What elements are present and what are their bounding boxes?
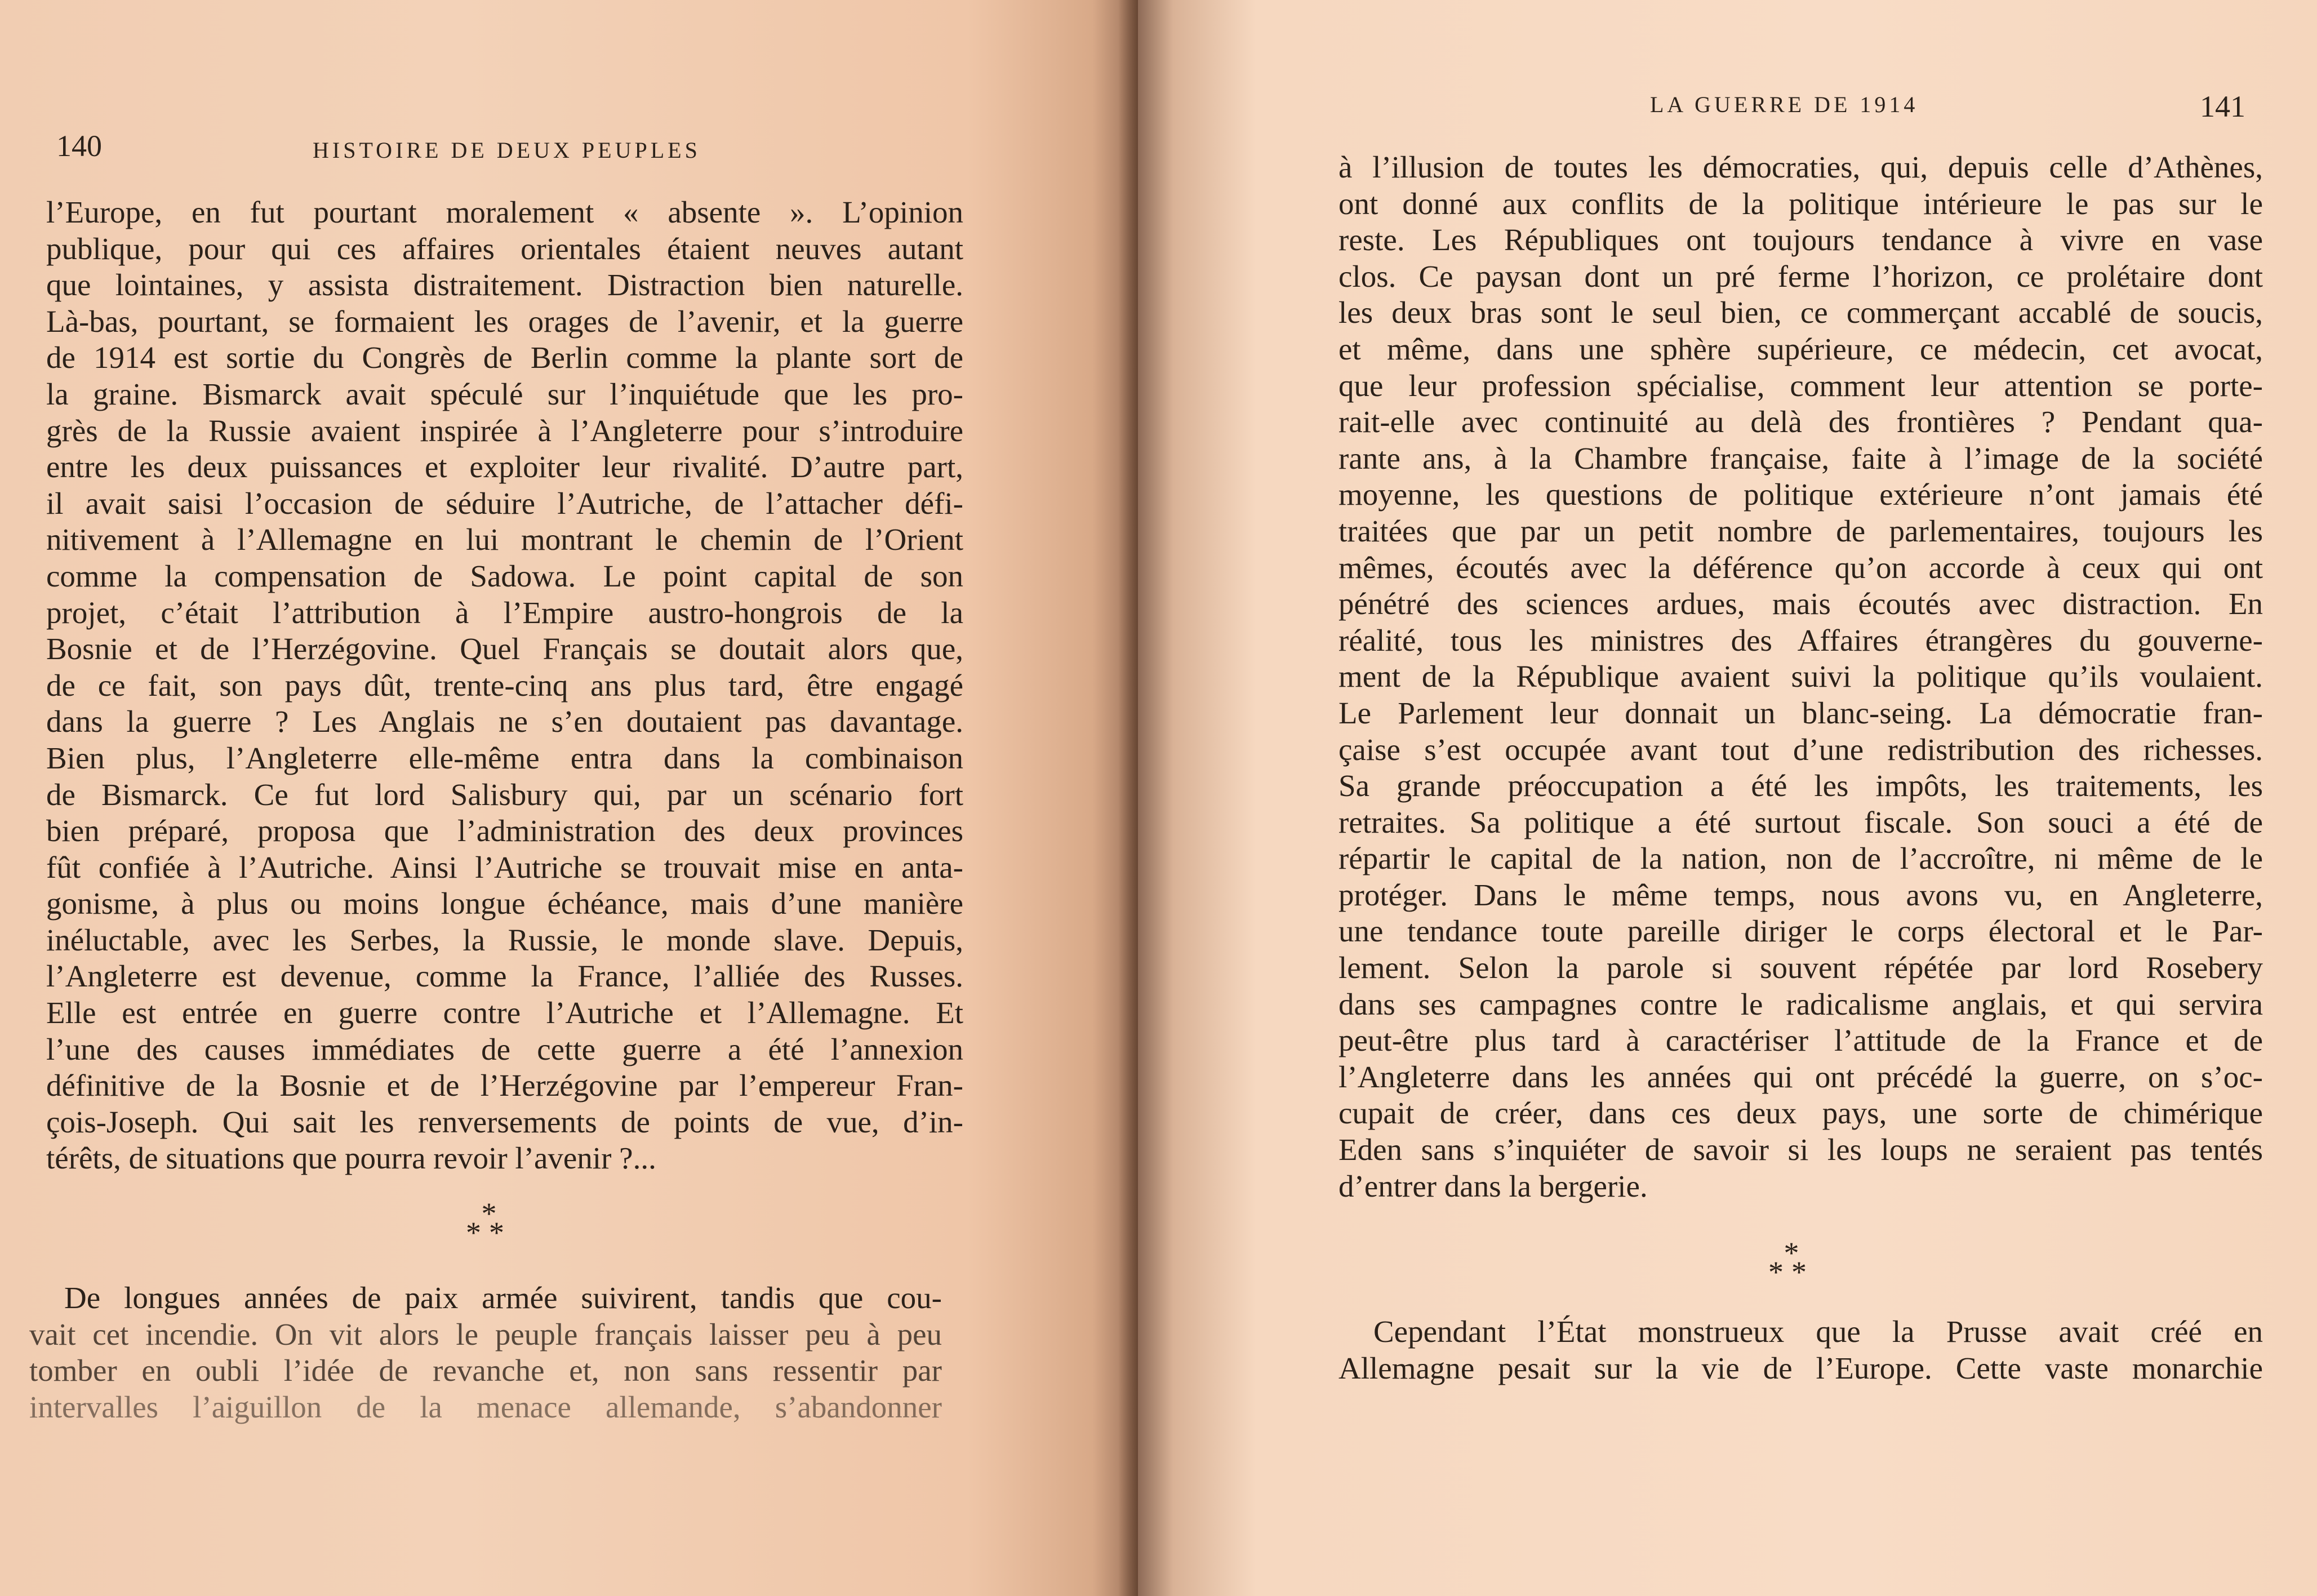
text-line: Elle est entrée en guerre contre l’Autriche et l’Allemagne. Et: [46, 995, 963, 1030]
text-line: lement. Selon la parole si souvent répétée par lord Rosebery: [1338, 950, 2263, 985]
text-line: Cependant l’État monstrueux que la Prusse avait créé en: [1373, 1314, 2263, 1349]
left-paragraph-1: [46, 194, 963, 1177]
text-line: nitivement à l’Allemagne en lui montrant le chemin de l’Orient: [46, 522, 963, 557]
left-paragraph-2: [29, 1280, 942, 1425]
text-line: moyenne, les questions de politique extérieure n’ont jamais été: [1338, 477, 2263, 512]
text-line: intervalles l’aiguillon de la menace allemande, s’abandonner: [29, 1389, 942, 1424]
text-line: retraites. Sa politique a été surtout fiscale. Son souci a été de: [1338, 804, 2263, 839]
right-page-number: 141: [2200, 90, 2245, 123]
text-line: clos. Ce paysan dont un pré ferme l’horizon, ce prolétaire dont: [1338, 259, 2263, 294]
text-line: dans ses campagnes contre le radicalisme anglais, et qui servira: [1338, 986, 2263, 1021]
text-line: pénétré des sciences ardues, mais écoutés avec distraction. En: [1338, 586, 2263, 621]
text-line: la graine. Bismarck avait spéculé sur l’inquiétude que les pro-: [46, 376, 963, 411]
text-line: il avait saisi l’occasion de séduire l’Autriche, de l’attacher défi-: [46, 486, 963, 521]
left-page: [0, 0, 1138, 1596]
text-line: grès de la Russie avaient inspirée à l’Angleterre pour s’introduire: [46, 413, 963, 448]
text-line: térêts, de situations que pourra revoir l’avenir ?...: [46, 1141, 656, 1176]
text-line: de Bismarck. Ce fut lord Salisbury qui, par un scénario fort: [46, 777, 963, 812]
right-paragraph-1: [1338, 149, 2263, 1204]
text-line: et même, dans une sphère supérieure, ce médecin, cet avocat,: [1338, 331, 2263, 366]
text-line: à l’illusion de toutes les démocraties, qui, depuis celle d’Athènes,: [1338, 150, 2263, 184]
text-line: ont donné aux conflits de la politique intérieure le pas sur le: [1338, 186, 2263, 221]
text-line: projet, c’était l’attribution à l’Empire austro-hongrois de la: [46, 595, 963, 630]
text-line: de 1914 est sortie du Congrès de Berlin comme la plante sort de: [46, 340, 963, 375]
text-line: que lointaines, y assista distraitement. Distraction bien naturelle.: [46, 268, 963, 303]
left-page-number: 140: [56, 129, 102, 163]
text-line: ment de la République avaient suivi la politique qu’ils voulaient.: [1338, 659, 2263, 694]
text-line: entre les deux puissances et exploiter leur rivalité. D’autre part,: [46, 450, 963, 484]
text-line: çaise s’est occupée avant tout d’une redistribution des richesses.: [1338, 732, 2263, 767]
text-line: rante ans, à la Chambre française, faite à l’image de la société: [1338, 441, 2263, 475]
right-running-head: LA GUERRE DE 1914: [1650, 92, 1919, 117]
text-line: mêmes, écoutés avec la déférence qu’on accorde à ceux qui ont: [1338, 550, 2263, 585]
text-line: peut-être plus tard à caractériser l’attitude de la France et de: [1338, 1023, 2263, 1058]
text-line: comme la compensation de Sadowa. Le point capital de son: [46, 558, 963, 593]
text-line: d’entrer dans la bergerie.: [1338, 1168, 1648, 1203]
text-line: bien préparé, proposa que l’administration des deux provinces: [46, 813, 963, 848]
text-line: publique, pour qui ces affaires orientales étaient neuves autant: [46, 231, 963, 266]
text-line: une tendance toute pareille diriger le corps électoral et le Par-: [1338, 914, 2263, 949]
text-line: réalité, tous les ministres des Affaires étrangères du gouverne-: [1338, 623, 2263, 657]
right-asterism: * **: [1768, 1236, 1815, 1289]
text-line: Eden sans s’inquiéter de savoir si les loups ne seraient pas tentés: [1338, 1132, 2263, 1167]
text-line: les deux bras sont le seul bien, ce commerçant accablé de soucis,: [1338, 295, 2263, 330]
text-line: protéger. Dans le même temps, nous avons vu, en Angleterre,: [1338, 877, 2263, 912]
text-line: Allemagne pesait sur la vie de l’Europe. Cette vaste monarchie: [1338, 1350, 2263, 1385]
text-line: Là-bas, pourtant, se formaient les orages de l’avenir, et la guerre: [46, 304, 963, 339]
left-running-head: HISTOIRE DE DEUX PEUPLES: [313, 137, 701, 163]
text-line: définitive de la Bosnie et de l’Herzégovine par l’empereur Fran-: [46, 1068, 963, 1103]
left-asterism: * **: [466, 1197, 512, 1250]
text-line: tomber en oubli l’idée de revanche et, non sans ressentir par: [29, 1353, 942, 1388]
text-line: l’Angleterre est devenue, comme la France, l’alliée des Russes.: [46, 959, 963, 994]
text-line: traitées que par un petit nombre de parlementaires, toujours les: [1338, 513, 2263, 548]
text-line: De longues années de paix armée suivirent, tandis que cou-: [64, 1281, 942, 1315]
text-line: çois-Joseph. Qui sait les renversements de points de vue, d’in-: [46, 1104, 963, 1139]
text-line: fût confiée à l’Autriche. Ainsi l’Autriche se trouvait mise en anta-: [46, 850, 963, 884]
text-line: Bosnie et de l’Herzégovine. Quel Français se doutait alors que,: [46, 632, 963, 666]
text-line: Sa grande préoccupation a été les impôts, les traitements, les: [1338, 768, 2263, 803]
right-page: [1138, 0, 2317, 1596]
text-line: Le Parlement leur donnait un blanc-seing. La démocratie fran-: [1338, 695, 2263, 730]
text-line: reste. Les Républiques ont toujours tendance à vivre en vase: [1338, 223, 2263, 257]
text-line: Bien plus, l’Angleterre elle-même entra dans la combinaison: [46, 740, 963, 775]
text-line: inéluctable, avec les Serbes, la Russie, le monde slave. Depuis,: [46, 922, 963, 957]
text-line: vait cet incendie. On vit alors le peuple français laisser peu à peu: [29, 1317, 942, 1352]
text-line: que leur profession spécialise, comment leur attention se porte-: [1338, 368, 2263, 403]
text-line: répartir le capital de la nation, non de l’accroître, ni même de le: [1338, 841, 2263, 876]
text-line: rait-elle avec continuité au delà des frontières ? Pendant qua-: [1338, 404, 2263, 439]
text-line: gonisme, à plus ou moins longue échéance, mais d’une manière: [46, 886, 963, 921]
text-line: l’Angleterre dans les années qui ont précédé la guerre, on s’oc-: [1338, 1059, 2263, 1094]
right-paragraph-2: [1338, 1314, 2263, 1386]
text-line: cupait de créer, dans ces deux pays, une sorte de chimérique: [1338, 1096, 2263, 1131]
text-line: de ce fait, son pays dût, trente-cinq ans plus tard, être engagé: [46, 668, 963, 703]
text-line: l’Europe, en fut pourtant moralement « absente ». L’opinion: [46, 195, 963, 229]
text-line: l’une des causes immédiates de cette guerre a été l’annexion: [46, 1032, 963, 1066]
text-line: dans la guerre ? Les Anglais ne s’en doutaient pas davantage.: [46, 704, 963, 739]
